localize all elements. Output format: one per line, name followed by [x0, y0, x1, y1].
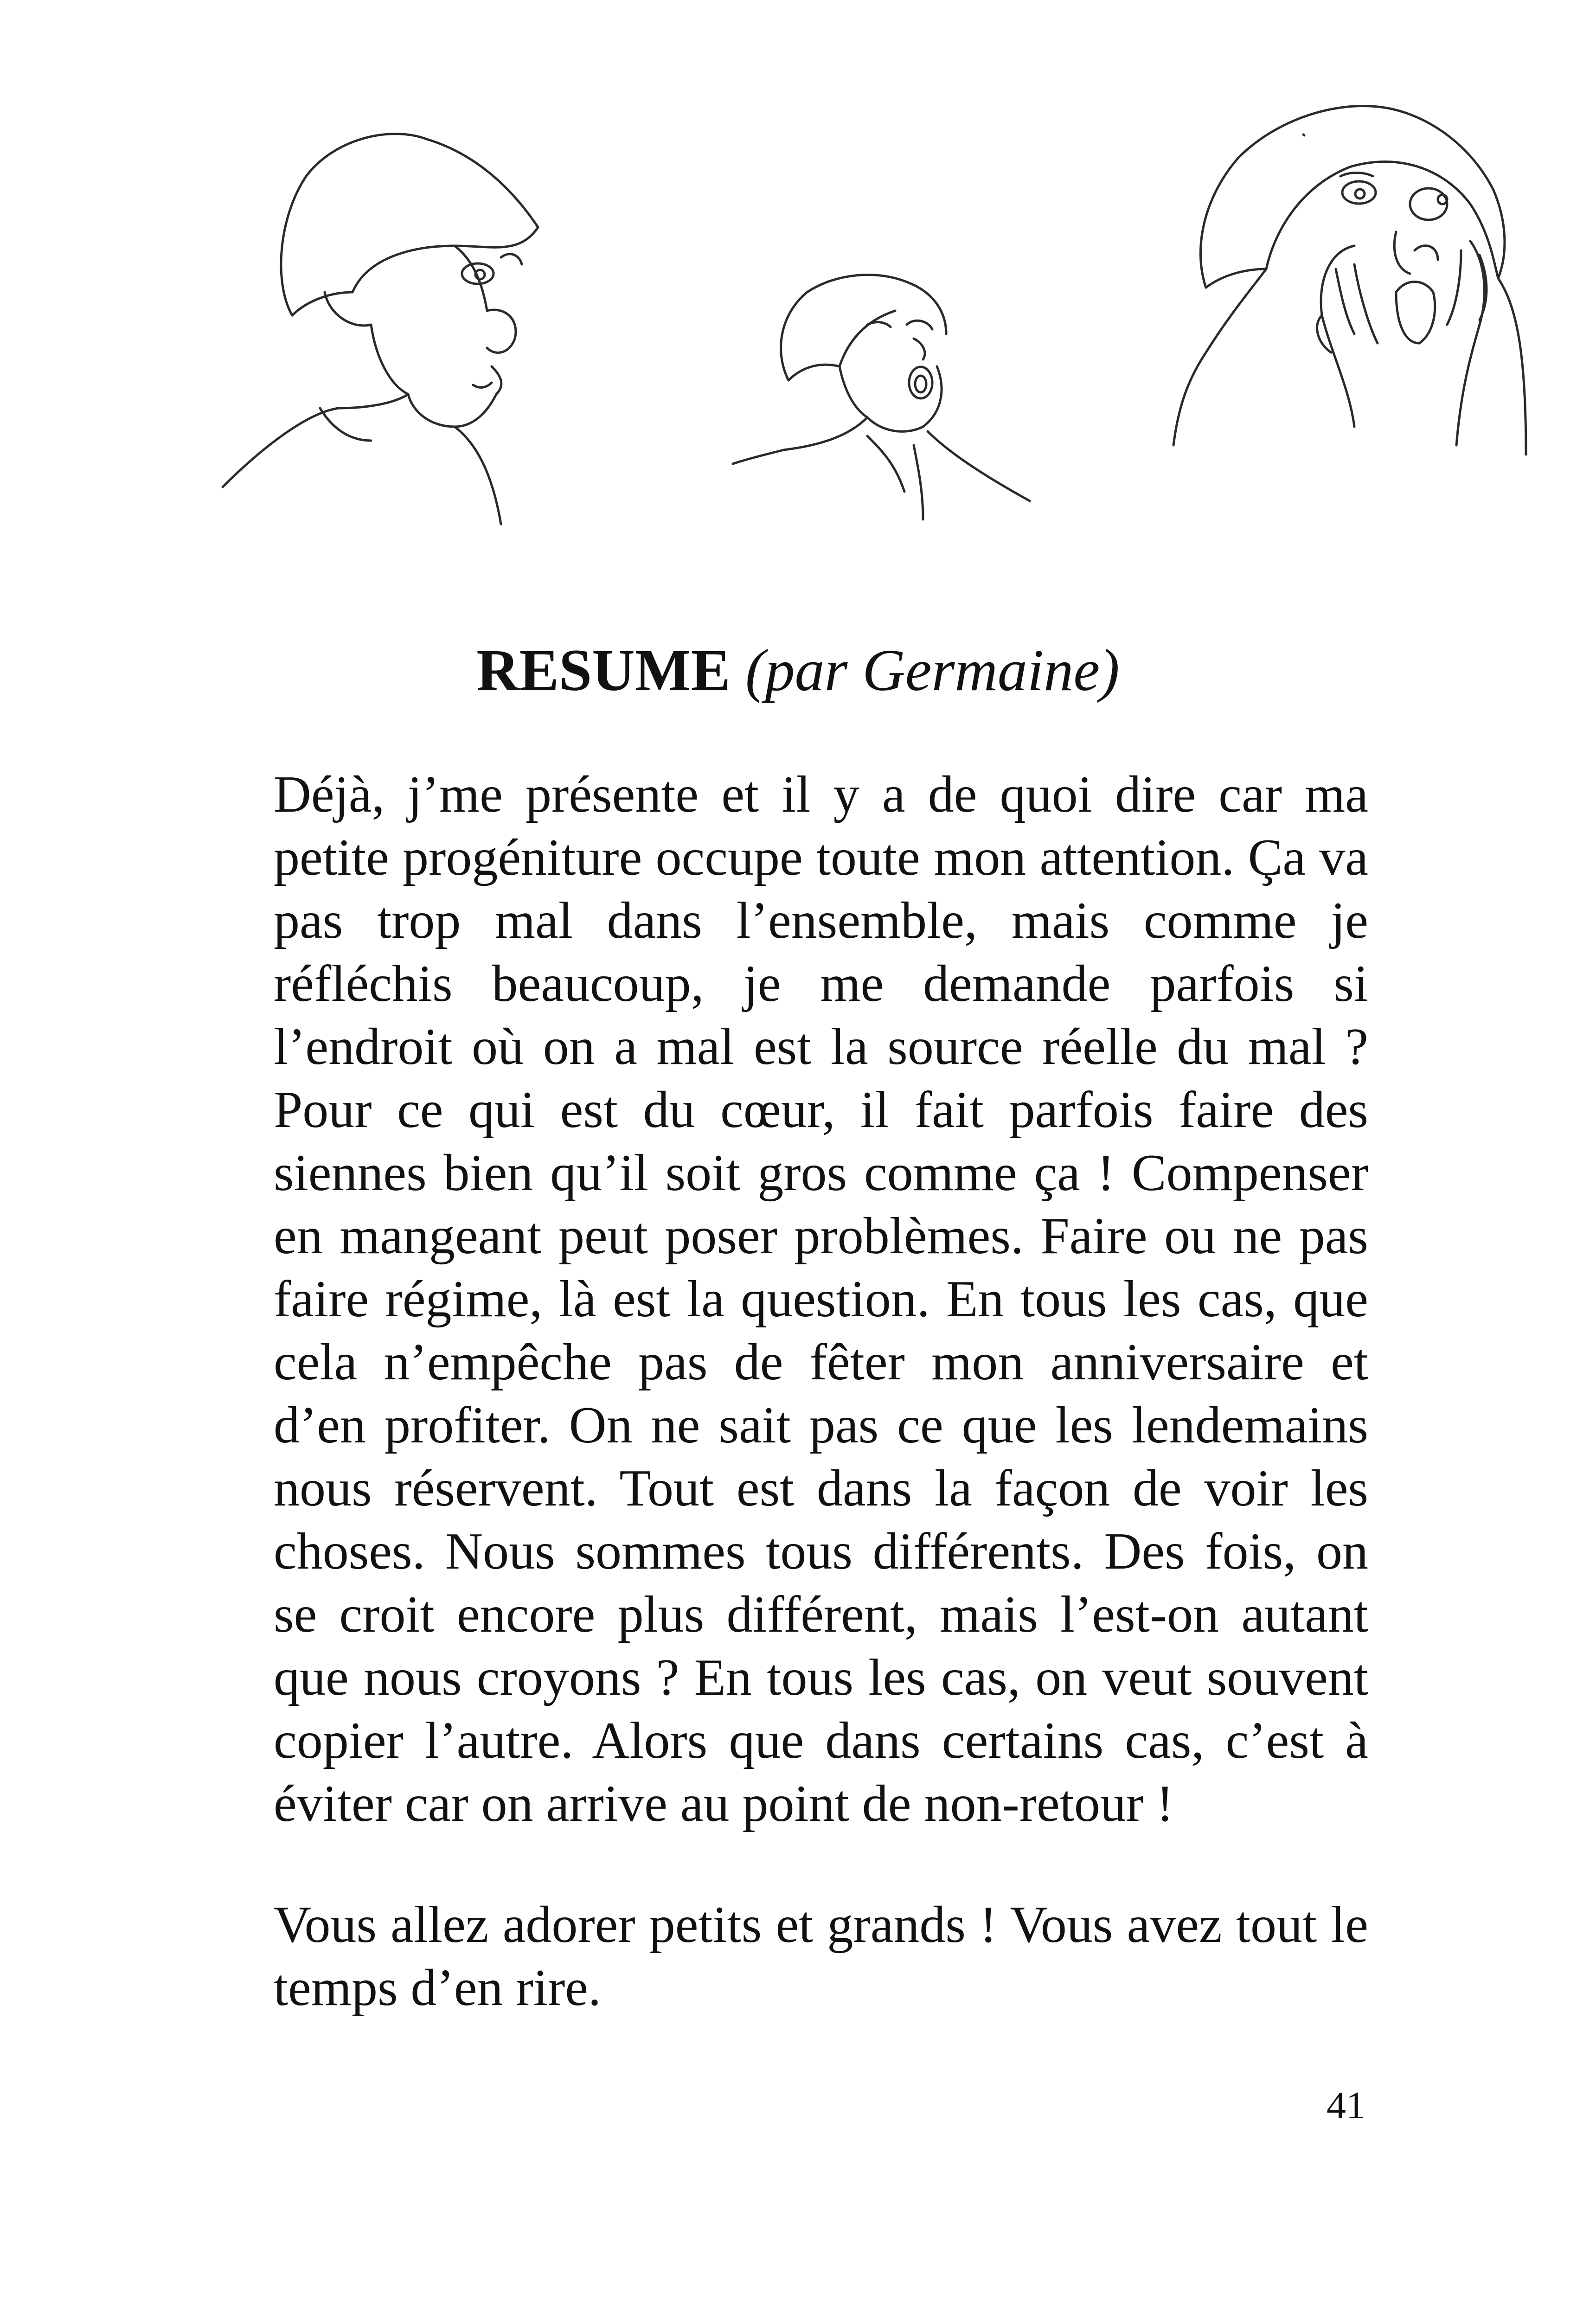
paragraph-2: Vous allez adorer petits et grands ! Vous avez tout le temps d’en rire. — [274, 1896, 1368, 2017]
title-subtitle: (par Germaine) — [745, 637, 1120, 703]
illustrations — [0, 0, 1596, 580]
portrait-sketch-icon — [213, 107, 631, 533]
portrait-sketch-icon — [728, 260, 1053, 547]
body-text — [274, 763, 1368, 2019]
paragraph-1: Déjà, j’me présente et il y a de quoi dire car ma petite progéniture occupe toute mon attention. Ça va pas trop mal dans l’ensemble, mais comme je réfléchis beaucoup, je me demande parfois si l’endroit où on a mal est la source réelle du mal ? Pour ce qui est du cœur, il fait parfois faire des siennes bien qu’il soit gros comme ça ! Compenser en mangeant peut poser problèmes. Faire ou ne pas faire régime, là est la question. En tous les cas, que cela n’empêche pas de fêter mon anniversaire et d’en profiter. On ne sait pas ce que les lendemains nous réservent. Tout est dans la façon de voir les choses. Nous sommes tous différents. Des fois, on se croit encore plus différent, mais l’est-on autant que nous croyons ? En tous les cas, on veut souvent copier l’autre. Alors que dans certains cas, c’est à éviter car on arrive au point de non-retour ! — [274, 766, 1368, 1832]
title-main: RESUME — [476, 637, 731, 703]
portrait-sketch-icon — [1136, 93, 1554, 473]
page-number: 41 — [1327, 2084, 1365, 2127]
page-title — [0, 633, 1596, 707]
